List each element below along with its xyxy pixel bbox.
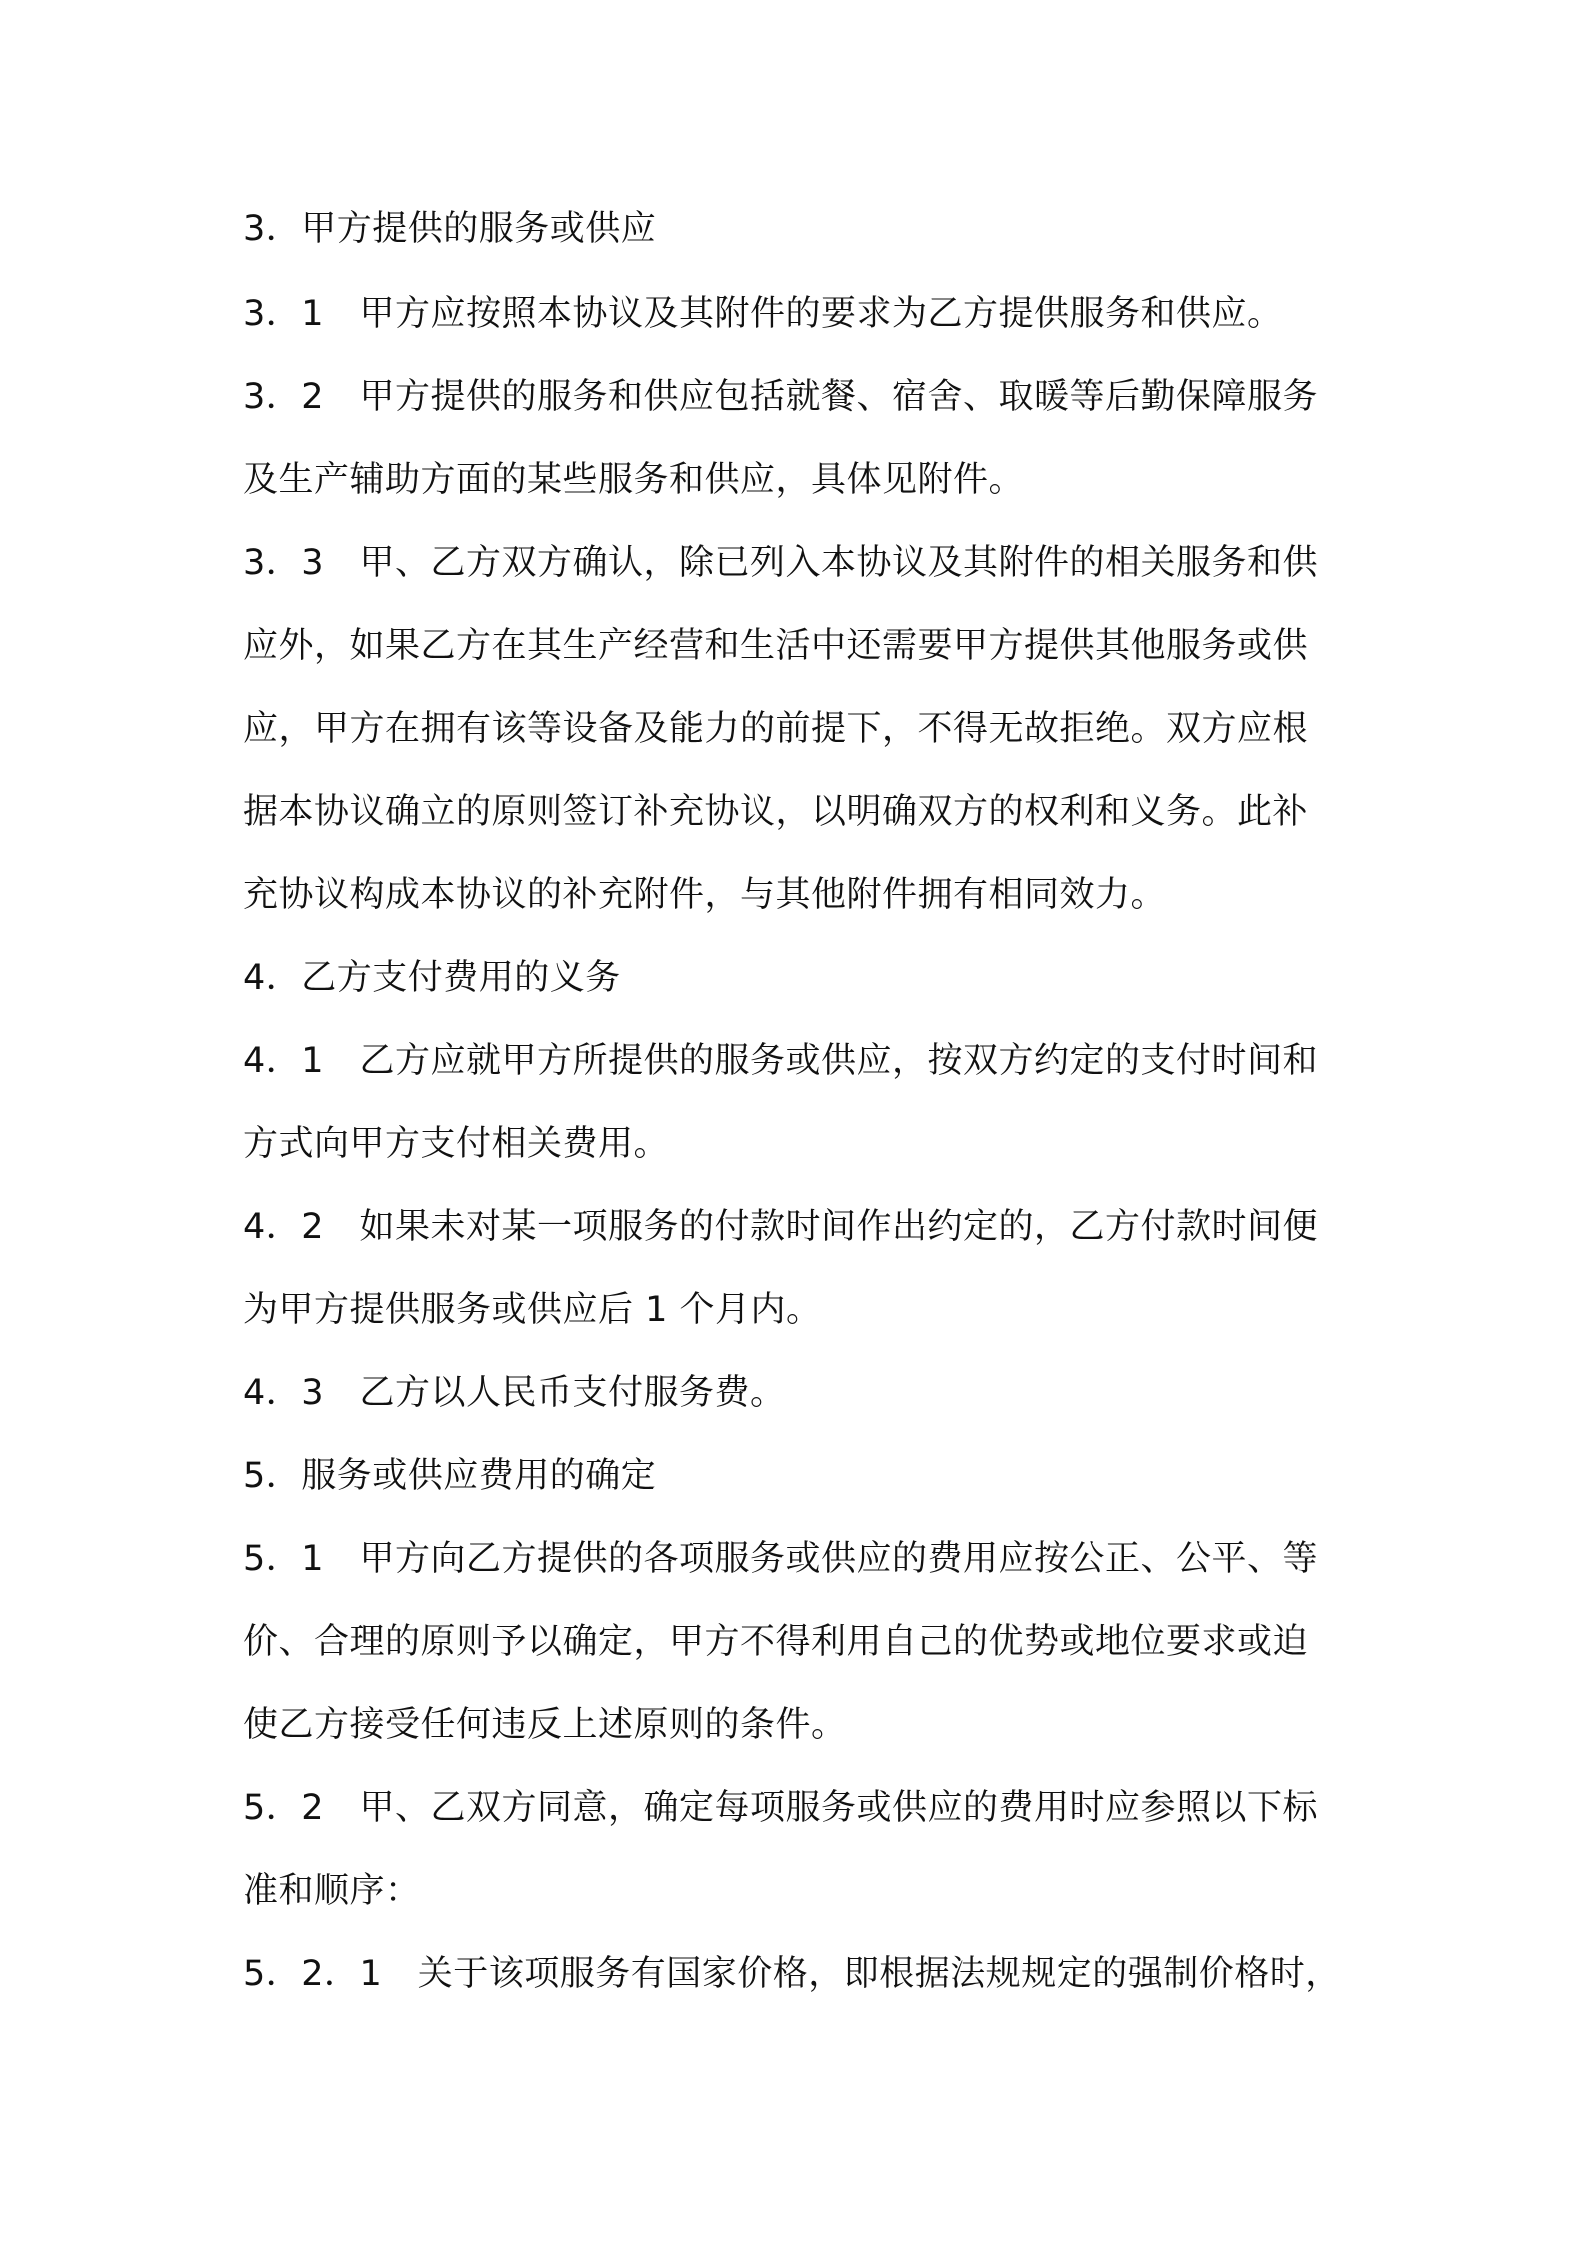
clause-4-3: 4．3 乙方以人民币支付服务费。 xyxy=(243,1373,786,1413)
section-5-heading: 5．服务或供应费用的确定 xyxy=(243,1456,657,1496)
clause-3-2-line-1: 3．2 甲方提供的服务和供应包括就餐、宿舍、取暖等后勤保障服务 xyxy=(243,377,1319,417)
clause-4-1-line-1: 4．1 乙方应就甲方所提供的服务或供应，按双方约定的支付时间和 xyxy=(243,1041,1319,1081)
clause-3-3-line-2: 应外，如果乙方在其生产经营和生活中还需要甲方提供其他服务或供 xyxy=(243,626,1309,666)
clause-4-1-line-2: 方式向甲方支付相关费用。 xyxy=(243,1124,670,1164)
clause-4-2-line-2: 为甲方提供服务或供应后 1 个月内。 xyxy=(243,1290,822,1330)
clause-3-3-line-1: 3．3 甲、乙方双方确认，除已列入本协议及其附件的相关服务和供 xyxy=(243,543,1319,583)
clause-5-1-line-1: 5．1 甲方向乙方提供的各项服务或供应的费用应按公正、公平、等 xyxy=(243,1539,1319,1579)
section-4-heading: 4．乙方支付费用的义务 xyxy=(243,958,621,998)
clause-3-3-line-5: 充协议构成本协议的补充附件，与其他附件拥有相同效力。 xyxy=(243,875,1167,915)
clause-5-1-line-3: 使乙方接受任何违反上述原则的条件。 xyxy=(243,1705,847,1745)
clause-3-3-line-3: 应，甲方在拥有该等设备及能力的前提下，不得无故拒绝。双方应根 xyxy=(243,709,1309,749)
clause-3-2-line-2: 及生产辅助方面的某些服务和供应，具体见附件。 xyxy=(243,460,1025,500)
clause-5-1-line-2: 价、合理的原则予以确定，甲方不得利用自己的优势或地位要求或迫 xyxy=(243,1622,1309,1662)
clause-5-2-1: 5．2．1 关于该项服务有国家价格，即根据法规规定的强制价格时， xyxy=(243,1954,1341,1994)
clause-4-2-line-1: 4．2 如果未对某一项服务的付款时间作出约定的，乙方付款时间便 xyxy=(243,1207,1319,1247)
clause-5-2-line-1: 5．2 甲、乙双方同意，确定每项服务或供应的费用时应参照以下标 xyxy=(243,1788,1319,1828)
section-3-heading: 3．甲方提供的服务或供应 xyxy=(243,209,657,249)
clause-3-1: 3．1 甲方应按照本协议及其附件的要求为乙方提供服务和供应。 xyxy=(243,294,1283,334)
clause-5-2-line-2: 准和顺序： xyxy=(243,1871,421,1911)
clause-3-3-line-4: 据本协议确立的原则签订补充协议，以明确双方的权利和义务。此补 xyxy=(243,792,1309,832)
